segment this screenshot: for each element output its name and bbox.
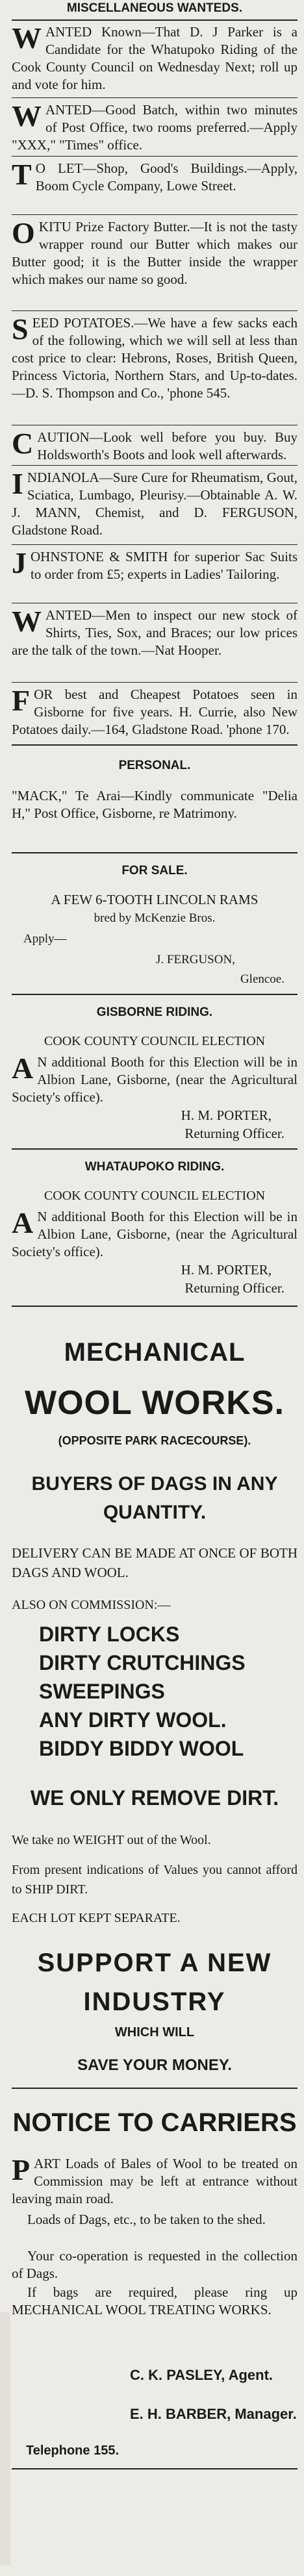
wool-which-will: WHICH WILL — [114, 2025, 195, 2039]
carriers-paragraph-4: If bags are required, please ring up MECHANICAL WOOL TREATING WORKS. — [12, 2284, 298, 2317]
ad-currie-potatoes: FOR best and Cheapest Potatoes seen in Gisborne for five years. H. Currie, also New Potatoes daily.—164, Gladstone Road. 'phone 170. — [12, 684, 298, 737]
divider — [12, 1306, 298, 1307]
divider — [12, 1148, 298, 1150]
ad-okitu-butter: OKITU Prize Factory Butter.—It is not the tasty wrapper round our Butter which makes our Butter good; it is the Butter inside the wrapper which makes our name so good. — [12, 216, 298, 287]
wool-indications: From present indications of Values you cannot afford to SHIP DIRT. — [12, 1863, 298, 1897]
divider — [12, 19, 298, 21]
wool-item-dirty-crutchings: DIRTY CRUTCHINGS — [39, 1651, 246, 1674]
divider — [12, 682, 298, 683]
wool-remove-dirt: WE ONLY REMOVE DIRT. — [30, 1786, 279, 1810]
wool-location: (OPPOSITE PARK RACECOURSE). — [58, 1434, 251, 1447]
wool-item-any-dirty-wool: ANY DIRTY WOOL. — [39, 1708, 227, 1732]
divider — [12, 156, 298, 157]
gisborne-officer-name: H. M. PORTER, — [181, 1107, 272, 1123]
wool-no-weight: We take no WEIGHT out of the Wool. — [12, 1833, 211, 1847]
wool-heading-1: MECHANICAL — [64, 1338, 246, 1367]
for-sale-name: J. FERGUSON, — [156, 953, 235, 966]
divider — [12, 852, 298, 853]
carriers-paragraph-1: PART Loads of Bales of Wool to be treated on Commission may be left at entrance without leaving main road. — [12, 2153, 298, 2206]
wool-also: ALSO ON COMMISSION:— — [12, 1598, 171, 1612]
ad-parker: WANTED Known—That D. J Parker is a Candidate for the Whatupoko Riding of the Cook County Council on Wednesday Next; roll up and vote for him. — [12, 21, 298, 92]
divider — [12, 544, 298, 545]
wool-heading-2: WOOL WORKS. — [24, 1384, 285, 1422]
for-sale-place: Glencoe. — [240, 972, 285, 986]
carriers-paragraph-3: Your co-operation is requested in the collection of Dags. — [12, 2248, 298, 2281]
divider — [12, 465, 298, 466]
carriers-agent: C. K. PASLEY, Agent. — [130, 2367, 273, 2383]
divider — [12, 2468, 298, 2469]
whataupoko-election-title: COOK COUNTY COUNCIL ELECTION — [44, 1189, 266, 1203]
divider — [12, 214, 298, 215]
wool-item-dirty-locks: DIRTY LOCKS — [39, 1623, 180, 1646]
ad-nat-hooper: WANTED—Men to inspect our new stock of Shirts, Ties, Sox, and Braces; our low prices are the talk of the town.—Nat Hooper. — [12, 605, 298, 658]
wool-buyers: BUYERS OF DAGS IN ANY — [31, 1473, 278, 1495]
gisborne-booth-notice: A N additional Booth for this Election will be in Albion Lane, Gisborne, (near the Agricultural Society's office). — [12, 1052, 298, 1105]
personal-notice: "MACK," Te Arai—Kindly communicate "Delia H," Post Office, Gisborne, re Matrimony. — [12, 788, 298, 821]
carriers-paragraph-2: Loads of Dags, etc., to be taken to the shed. — [27, 2212, 266, 2227]
whataupoko-riding-title: WHATAUPOKO RIDING. — [84, 1160, 225, 1174]
personal-title: PERSONAL. — [118, 759, 191, 772]
for-sale-bred: bred by McKenzie Bros. — [94, 911, 216, 925]
section-title: MISCELLANEOUS WANTEDS. — [66, 1, 243, 15]
divider — [12, 310, 298, 311]
ad-seed-potatoes: SEED POTATOES.—We have a few sacks each of the following, which we will sell at less than cost price to clear: Hebrons, Roses, British Queen, Princess Victoria, Northern Stars, and Up-to-dates.—D. S. Thompson and Co., 'phone 545. — [12, 312, 298, 401]
wool-save-money: SAVE YOUR MONEY. — [77, 2056, 232, 2074]
whataupoko-officer-name: H. M. PORTER, — [181, 1262, 272, 1278]
wool-delivery: DELIVERY CAN BE MADE AT ONCE OF BOTH DAGS AND WOOL. — [12, 1545, 298, 1580]
ad-batch: WANTED—Good Batch, within two minutes of Post Office, two rooms preferred.—Apply "XXX," "Times" office. — [12, 99, 298, 153]
for-sale-title: FOR SALE. — [121, 864, 188, 878]
gisborne-election-title: COOK COUNTY COUNCIL ELECTION — [44, 1034, 266, 1048]
gisborne-officer-role: Returning Officer. — [184, 1126, 285, 1141]
carriers-title: NOTICE TO CARRIERS — [12, 2108, 297, 2137]
wool-each-lot: EACH LOT KEPT SEPARATE. — [12, 1911, 181, 1925]
carriers-telephone: Telephone 155. — [26, 2443, 120, 2458]
wool-item-biddy-biddy: BIDDY BIDDY WOOL — [39, 1737, 244, 1760]
ad-caution-boots: CAUTION—Look well before you buy. Buy Holdsworth's Boots and look well afterwards. — [12, 427, 298, 462]
divider — [12, 97, 298, 98]
for-sale-rams: A FEW 6-TOOTH LINCOLN RAMS — [51, 892, 259, 907]
divider — [12, 744, 298, 746]
divider — [12, 2088, 298, 2089]
wool-quantity: QUANTITY. — [103, 1502, 207, 1523]
ad-indianola: INDIANOLA—Sure Cure for Rheumatism, Gout, Sciatica, Lumbago, Pleurisy.—Obtainable A. W. J. MANN, Chemist, and D. FERGUSON, Gladstone Road. — [12, 467, 298, 538]
carriers-manager: E. H. BARBER, Manager. — [130, 2406, 297, 2422]
gisborne-riding-title: GISBORNE RIDING. — [96, 1005, 213, 1019]
whataupoko-booth-notice: A N additional Booth for this Election will be in Albion Lane, Gisborne, (near the Agricultural Society's office). — [12, 1206, 298, 1259]
page-margin-strip — [0, 2312, 10, 2566]
ad-johnstone-smith: JOHNSTONE & SMITH for superior Sac Suits to order from £5; experts in Ladies' Tailoring. — [12, 546, 298, 582]
whataupoko-officer-role: Returning Officer. — [184, 1280, 285, 1296]
ad-to-let: T O LET—Shop, Good's Buildings.—Apply, Boom Cycle Company, Lowe Street. — [12, 158, 298, 194]
wool-support: SUPPORT A NEW — [37, 1949, 272, 1977]
divider — [12, 994, 298, 995]
for-sale-apply: Apply— — [23, 932, 67, 946]
wool-industry: INDUSTRY — [83, 1988, 226, 2016]
wool-item-sweepings: SWEEPINGS — [39, 1680, 165, 1703]
